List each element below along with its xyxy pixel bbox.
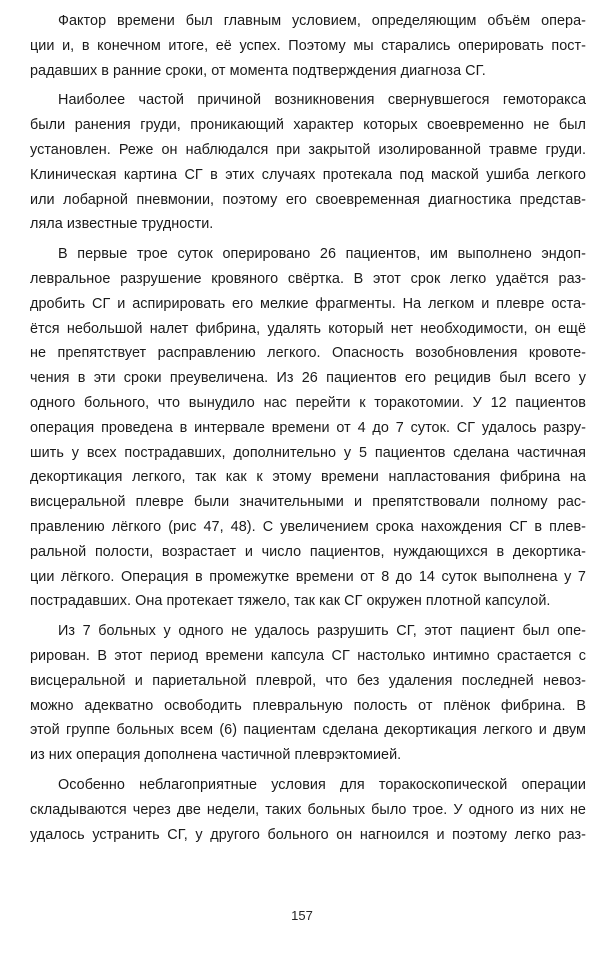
text-line: ётся небольшой налет фибрина, удалять который нет необходимости, он ещё (30, 320, 586, 337)
text-line: Фактор времени был главным условием, определяющим объём опера- (58, 13, 586, 29)
text-line: рирован. В этот период времени капсула СГ настолько интимно срастается с (30, 647, 586, 664)
text-line: были ранения груди, проникающий характер которых своевременно не был (30, 117, 586, 134)
text-line: ральной полости, возрастает и число пациентов, нуждающихся в декортика- (30, 543, 586, 560)
text-line: складываются через две недели, таких больных было трое. У одного из них не (30, 801, 586, 818)
text-line: этой группе больных всем (6) пациентам сделана декортикация легкого и двум (30, 722, 586, 739)
text-line: дробить СГ и аспирировать его мелкие фрагменты. На легком и плевре оста- (30, 295, 586, 312)
text-line: установлен. Реже он наблюдался при закрытой изолированной травме груди. (30, 141, 586, 158)
body-text (30, 9, 586, 847)
paragraph-3 (30, 242, 586, 614)
text-line: правлению лёгкого (рис 47, 48). С увеличением срока нахождения СГ в плев- (30, 518, 586, 535)
text-line: или лобарной пневмонии, поэтому его своевременная диагностика представ- (30, 191, 586, 208)
text-line: Из 7 больных у одного не удалось разрушить СГ, этот пациент был опе- (58, 623, 586, 640)
text-line: Особенно неблагоприятные условия для торакоскопической операции (58, 776, 586, 793)
text-line: операция проведена в интервале времени от 4 до 7 суток. СГ удалось разру- (30, 419, 586, 436)
text-line: чения в эти сроки преувеличена. Из 26 пациентов его рецидив был всего у (30, 370, 586, 387)
paragraph-2 (30, 88, 586, 237)
text-line: радавших в ранние сроки, от момента подтверждения диагноза СГ. (30, 62, 486, 79)
text-line: не препятствует расправлению легкого. Опасность возобновления кровоте- (30, 345, 586, 362)
page-number: 157 (291, 908, 313, 923)
text-line: ции лёгкого. Операция в промежутке времени от 8 до 14 суток выполнена у 7 (30, 568, 586, 585)
paragraph-1 (30, 9, 586, 83)
text-line: шить у всех пострадавших, дополнительно у 5 пациентов сделана частичная (30, 444, 586, 461)
text-line: ции и, в конечном итоге, её успех. Поэтому мы старались оперировать пост- (30, 37, 586, 54)
text-line: одного больного, что вынудило нас перейти к торакотомии. У 12 пациентов (30, 394, 586, 411)
text-line: пострадавших. Она протекает тяжело, так как СГ окружен плотной капсулой. (30, 593, 551, 610)
text-line: можно адекватно освободить плевральную полость от плёнок фибрина. В (30, 697, 586, 714)
text-line: левральное разрушение кровяного свёртка. В этот срок легко удаётся раз- (30, 270, 586, 287)
text-line: из них операция дополнена частичной плеврэктомией. (30, 747, 402, 764)
text-line: декортикация легкого, так как к этому времени напластования фибрина на (30, 469, 586, 486)
text-line: ляла известные трудности. (30, 216, 214, 233)
text-line: Наиболее частой причиной возникновения свернувшегося гемоторакса (58, 92, 586, 109)
text-line: висцеральной и париетальной плеврой, что без удаления последней невоз- (30, 672, 586, 689)
text-line: висцеральной плевре были значительными и препятствовали полному рас- (30, 494, 586, 511)
text-line: В первые трое суток оперировано 26 пациентов, им выполнено эндоп- (58, 246, 586, 263)
paragraph-5 (30, 773, 586, 847)
text-line: Клиническая картина СГ в этих случаях протекала под маской ушиба легкого (30, 166, 586, 183)
paragraph-4 (30, 619, 586, 768)
text-line: удалось устранить СГ, у другого больного он нагноился и поэтому легко раз- (30, 826, 586, 843)
